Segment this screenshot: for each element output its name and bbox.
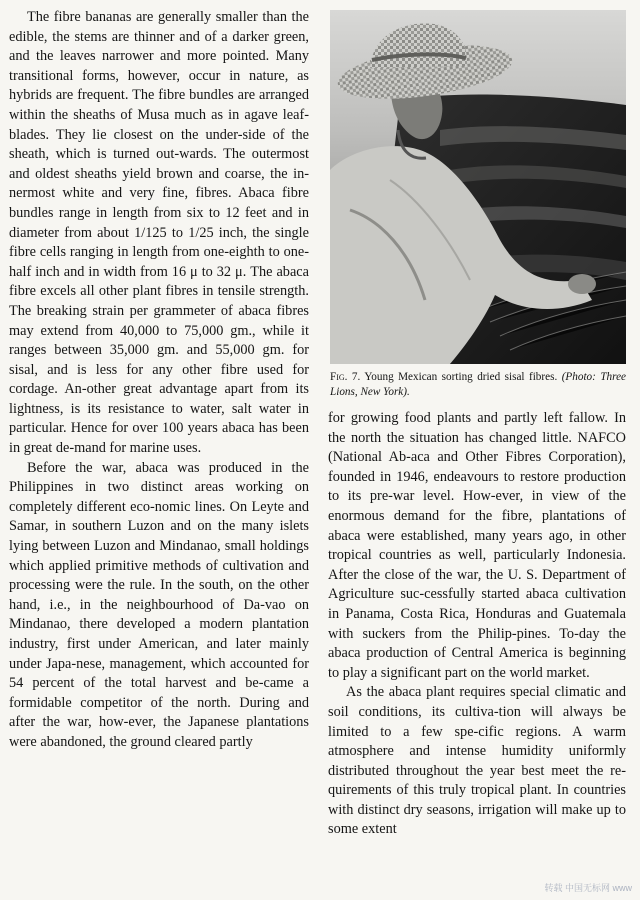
photo-woman-sorting-sisal <box>330 10 626 364</box>
figure-caption-text: Young Mexican sorting dried sisal fibres. <box>364 371 558 383</box>
figure-credit: (Photo: Three Lions, New York). <box>330 371 627 398</box>
right-text-column <box>328 409 626 840</box>
paragraph-for-growing-food: for growing food plants and partly left fallow. In the north the situation has changed little. NAFCO (National Ab-aca and Other Fibres Corporation), founded in 1946, endeavours to restore production to its pre-war level. How-ever, in view of the enormous demand for the fibre, plantations of abaca were established, many years ago, in other tropical countries as well, particularly Indonesia. After the close of the war, the U. S. Department of Agriculture suc-cessfully started abaca cultivation in Panama, Costa Rica, Honduras and Guatemala with suckers from the Philip-pines. To-day the abaca production of Central America is beginning to play a significant part on the world market. <box>328 410 626 681</box>
figure-label: Fig. 7. <box>330 371 361 383</box>
figure-photo <box>330 10 626 364</box>
paragraph-abaca-plant-requires: As the abaca plant requires special climatic and soil conditions, its cultiva-tion will always be limited to a few spe-cific regions. A warm atmosphere and intense humidity uniformly distributed throughout the year best meet the re-quirements of this truly tropical plant. In countries with distinct dry seasons, irrigation will make up to some extent <box>328 684 626 838</box>
paragraph-before-the-war: Before the war, abaca was produced in the Philippines in two distinct areas working on completely different eco-nomic lines. On Leyte and Samar, in southern Luzon and on the many islets lying between Luzon and Mindanao, small holdings which applied primitive methods of cultivation and processing were the rule. In the south, on the other hand, i.e., in the neighbourhood of Da-vao on Mindanao, there developed a modern plantation industry, first under American, and later mainly under Japa-nese, management, which accounted for 54 percent of the total harvest and be-came a formidable competitor of the north. During and after the war, how-ever, the Japanese plantations were abandoned, the ground cleared partly <box>9 459 309 750</box>
figure-caption <box>330 370 626 399</box>
watermark-text: 转载 中国无标网 www <box>544 883 632 893</box>
paragraph-fibre-bananas: The fibre bananas are generally smaller than the edible, the stems are thinner and of a darker green, and the leaves narrower and more pointed. Many transitional forms, however, occur in nature, as hybrids are frequent. The fibre bundles are arranged within the sheaths of Musa much as in agave leaf-blades. They lie closest on the under-side of the sheath, which is turned out-wards. The outermost and oldest sheaths yield brown and coarse, the in-nermost white and very fine, fibres. Abaca fibre bundles range in length from six to 12 feet and in diameter from about 1/125 to 1/25 inch, the single fibre cells ranging in length from one-eighth to one-half inch and in width from 16 μ to 32 μ. The abaca fibre excels all other plant fibres in tensile strength. The breaking strain per grammeter of abaca fibres may extend from 40,000 to 75,000 gm., while it ranges between 35,000 gm. and 55,000 gm. for sisal, and is less for any other fibre used for cordage. An-other great advantage apart from its lightness, is its resistance to water, salt water in particular. Hence for over 100 years abaca has been in great de-mand for marine uses. <box>9 9 309 457</box>
left-text-column <box>9 8 309 753</box>
